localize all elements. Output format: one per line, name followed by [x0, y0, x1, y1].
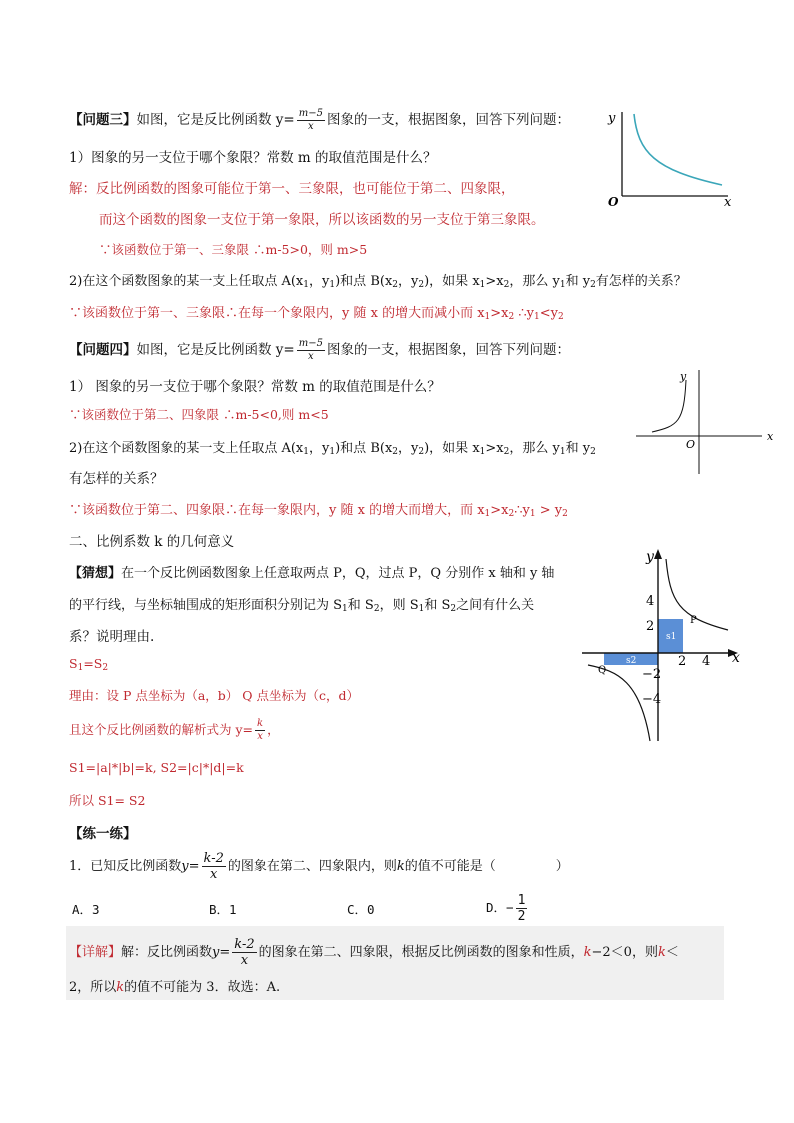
graph-k-y-arrow	[654, 549, 662, 559]
function-fraction: $\frac{k}{x}$	[257, 718, 264, 742]
graph-q4-x-label: x	[767, 430, 774, 443]
graph-q3-x-label: x	[724, 195, 732, 208]
section2-heading: 二、比例系数 k 的几何意义	[69, 534, 235, 550]
q3-fraction: $\frac{m-5}{x}$	[298, 108, 323, 132]
tick-y-2: 2	[646, 619, 655, 634]
graph-q4	[630, 364, 780, 476]
graph-k-x-label: x	[732, 650, 740, 666]
graph-k-curve-q3	[588, 665, 650, 741]
q3-answer-line-3: ∵该函数位于第一、三象限 ∴m-5>0，则 m>5	[99, 242, 368, 257]
option-b: B．1	[209, 902, 237, 917]
point-p-label: P	[690, 615, 697, 626]
q4-answer-2: ∵该函数位于第二、四象限∴在每一象限内，y 随 x 的增大而增大，而 $x_1>x_2\therefore y_1 > y_2$	[69, 503, 568, 519]
graph-q3	[600, 108, 740, 208]
option-d-fraction: $\frac{1}{2}$	[517, 893, 526, 924]
guess-line-3: 系？说明理由.	[69, 629, 155, 645]
tick-x-4: 4	[702, 654, 711, 669]
q3-title: 【问题三】	[69, 112, 137, 128]
graph-q4-y-label: y	[680, 370, 687, 383]
rect-s2-label: s2	[626, 656, 637, 666]
graph-q4-origin: O	[686, 438, 696, 451]
guess-line-2: 的平行线，与坐标轴围成的矩形面积分别记为 $S_1$和 $S_2$，则 $S_1$和 $S_2$之间有什么关	[69, 598, 535, 614]
practice-question: 1．已知反比例函数y= $\frac{k-2}{x}$ 的图象在第二、四象限内，则k的值不可能是（ ）	[69, 851, 569, 882]
graph-k-meaning	[578, 545, 748, 745]
graph-q3-origin: O	[608, 195, 619, 208]
detail-line-1: 【详解】解：反比例函数y= $\frac{k-2}{x}$ 的图象在第二、四象限，根据反比例函数的图象和性质，k−2＜0，则k＜	[69, 937, 679, 968]
q3-subquestion-1: 1）图象的另一支位于哪个象限？常数 m 的取值范围是什么？	[69, 150, 437, 166]
option-c: C．0	[347, 902, 375, 917]
point-q-label: Q	[598, 665, 607, 676]
graph-q4-curve	[652, 380, 686, 432]
tick-x-2: 2	[678, 654, 687, 669]
guess-title: 【猜想】	[69, 566, 122, 581]
s-equation: $S_1=S_2$	[69, 656, 109, 673]
practice-title: 【练一练】	[69, 826, 137, 842]
tick-y-neg2: −2	[642, 667, 662, 682]
conclusion-line: 所以 S1= S2	[69, 793, 146, 808]
graph-k-y-label: y	[646, 549, 654, 565]
graph-q3-curve	[634, 114, 722, 185]
q3-answer-line-2: 而这个函数的图象一支位于第一象限，所以该函数的另一支位于第三象限。	[99, 212, 545, 228]
tick-y-4: 4	[646, 594, 655, 609]
q4-answer-1: ∵该函数位于第二、四象限 ∴m-5<0,则 m<5	[69, 407, 329, 422]
q3-answer-line-1: 解：反比例函数的图象可能位于第一、三象限，也可能位于第二、四象限，	[69, 181, 515, 197]
graph-q3-y-label: y	[608, 111, 616, 126]
option-a: A．3	[72, 902, 100, 917]
q4-intro: 【问题四】如图，它是反比例函数 y= $\frac{m-5}{x}$ 图象的一支，根据图象，回答下列问题：	[69, 338, 570, 362]
q3-answer-2: ∵该函数位于第一、三象限∴在每一个象限内，y 随 x 的增大而减小而 $x_1>x_2$ $\therefore y_1<y_2$	[69, 306, 564, 322]
detail-line-2: 2，所以k的值不可能为 3．故选：A.	[69, 980, 281, 995]
s-calc-line: S1=|a|*|b|=k, S2=|c|*|d|=k	[69, 760, 244, 775]
guess-line-1: 【猜想】在一个反比例函数图象上任意取两点 P，Q，过点 P，Q 分别作 x 轴和 y 轴	[69, 566, 555, 581]
q4-subquestion-1: 1） 图象的另一支位于哪个象限？常数 m 的取值范围是什么？	[69, 379, 441, 395]
detail-tag: 【详解】	[69, 945, 122, 960]
reason-line: 理由：设 P 点坐标为（a，b） Q 点坐标为（c，d）	[69, 688, 360, 703]
rect-s1-label: s1	[666, 632, 677, 642]
tick-y-neg4: −4	[642, 692, 662, 707]
q4-subquestion-2: 2)在这个函数图象的某一支上任取点 $A(x_1$，$y_1$)和点 $B(x_2$，$y_2$)，如果 $x_1>x_2$，那么 $y_1$和 $y_2$	[69, 441, 596, 457]
detail-fraction: $\frac{k-2}{x}$	[234, 937, 255, 968]
option-d: D．− $\frac{1}{2}$	[486, 893, 526, 924]
function-line: 且这个反比例函数的解析式为 y= $\frac{k}{x}$ ，	[69, 718, 280, 742]
q3-subquestion-2: 2)在这个函数图象的某一支上任取点 $A(x_1$，$y_1$)和点 $B(x_2$，$y_2$)，如果 $x_1>x_2$，那么 $y_1$和 $y_2$有怎样的关系？	[69, 274, 687, 290]
practice-fraction: $\frac{k-2}{x}$	[203, 851, 224, 882]
q4-title: 【问题四】	[69, 342, 137, 358]
q4-fraction: $\frac{m-5}{x}$	[298, 338, 323, 362]
q3-intro: 【问题三】如图，它是反比例函数 y= $\frac{m-5}{x}$ 图象的一支，根据图象，回答下列问题：	[69, 108, 570, 132]
q4-subquestion-2-line-2: 有怎样的关系？	[69, 471, 164, 487]
